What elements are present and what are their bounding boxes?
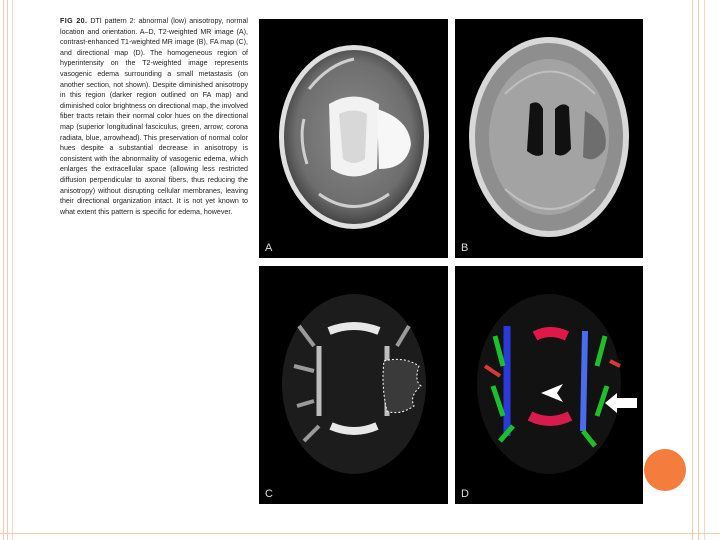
figure-number: FIG 20. [60, 17, 88, 25]
figure-caption [60, 16, 248, 326]
panel-label-a: A [265, 242, 273, 254]
orange-circle-decoration [644, 449, 686, 491]
figure-caption-text: DTI pattern 2: abnormal (low) anisotropy, normal location and orientation. A–D, T2-weighted MR image (A), contrast-enhanced T1-weighted MR image (B), FA map (C), and directional map (D). The homogeneous region of hyperintensity on the T2-weighted image represents vasogenic edema surrounding a small metastasis (on another section, not shown). Despite diminished anisotropy in this region (darker region outlined on FA map) and diminished color brightness on directional map, the involved fiber tracts retain their normal color hues on the directional map (superior longitudinal fasciculus, green, arrow; corona radiata, blue, arrowhead). This preservation of normal color hues despite a substantial decrease in anisotropy is consistent with the abnormality of vasogenic edema, which enlarges the extracellular space (allowing less restricted diffusion perpendicular to axonal fibers, thus reducing the anisotropy) without disrupting cellular membranes, leaving their directional organization intact. It is not yet known to what extent this pattern is specific for edema, however. [60, 17, 248, 216]
slide-frame-left [0, 0, 17, 540]
fa-map-image [259, 266, 448, 504]
t1-contrast-image [455, 19, 643, 258]
slide-frame-bottom [0, 533, 720, 540]
panel-label-b: B [461, 242, 469, 254]
image-panel-c [259, 266, 448, 504]
image-panel-b [455, 19, 643, 258]
image-panel-a [259, 19, 448, 258]
directional-map-image [455, 266, 643, 504]
panel-label-d: D [461, 488, 469, 500]
image-panel-d [455, 266, 643, 504]
panel-label-c: C [265, 488, 273, 500]
t2-weighted-image [259, 19, 448, 258]
slide-frame-right [684, 0, 720, 540]
